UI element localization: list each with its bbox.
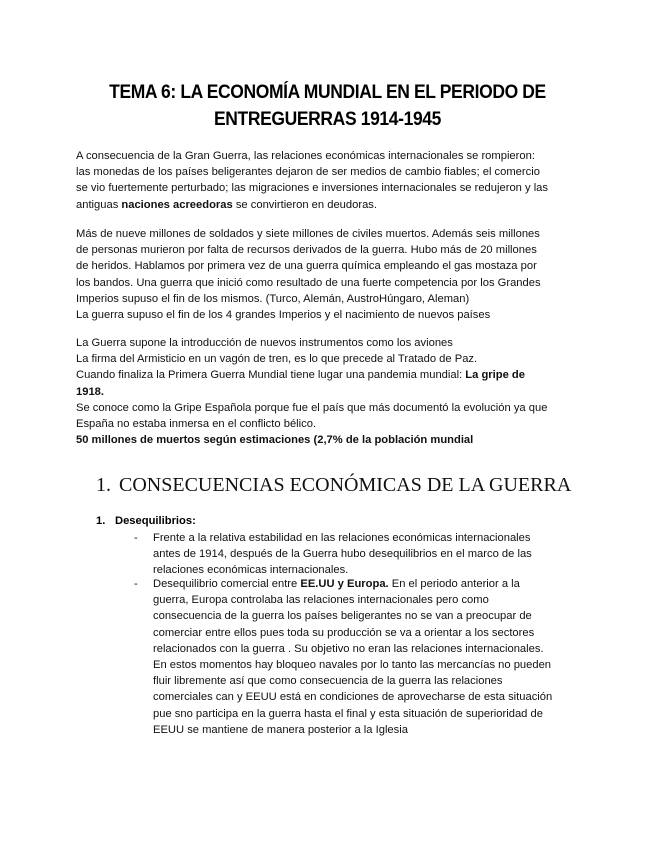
text-line: los bandos. Una guerra que inició como resultado de una fuerte competencia por los Grandes — [76, 276, 541, 289]
text-line: Imperios supuso el fin de los mismos. (Turco, Alemán, AustroHúngaro, Aleman) — [76, 292, 470, 305]
bold-term: EE.UU y Europa. — [300, 578, 389, 590]
text-run: antiguas — [76, 198, 122, 211]
text-line: Se conoce como la Gripe Española porque fue el país que más documentó la evolución ya que — [76, 401, 548, 414]
text-run: se convirtieron en deudoras. — [232, 198, 377, 211]
text-line: EEUU se mantiene de manera posterior a la Iglesia — [153, 723, 408, 736]
title-line-2: ENTREGUERRAS 1914-1945 — [213, 109, 442, 130]
text-line: relacionados con la guerra . Su objetivo no eran las relaciones internacionales. — [153, 642, 544, 655]
text-line — [76, 384, 581, 400]
text-run: Cuando finaliza la Primera Guerra Mundial tiene lugar una pandemia mundial: — [76, 369, 466, 382]
text-run: En el periodo anterior a la — [388, 578, 520, 590]
text-line: de heridos. Hablamos por primera vez de una guerra química empleando el gas mostaza por — [76, 260, 537, 273]
text-line: En estos momentos hay bloqueo navales por lo tanto las mercancías no pueden — [153, 659, 552, 672]
text-run: Desequilibrio comercial entre — [153, 578, 301, 590]
text-line: guerra, Europa controlaba las relaciones internacionales pero como — [153, 594, 489, 607]
text-line: antes de 1914, después de la Guerra hubo desequilibrios en el marco de las — [153, 548, 532, 561]
page-title — [81, 79, 573, 133]
notes-paragraph — [76, 335, 581, 448]
text-line: La firma del Armisticio en un vagón de tren, es lo que precede al Tratado de Paz. — [76, 353, 478, 366]
text-line: se vio fuertemente perturbado; las migraciones e inversiones internacionales se redujeron y las — [76, 182, 548, 195]
text-line: comerciales can y EEUU está en condiciones de aprovecharse de esta situación — [153, 691, 553, 704]
text-line — [153, 576, 578, 592]
bullet-text — [153, 530, 578, 579]
deaths-paragraph — [76, 226, 581, 323]
text-line: consecuencia de la guerra los países beligerantes no se van a preocupar de — [153, 610, 532, 623]
text-line: de personas murieron por falta de recursos derivados de la guerra. Hubo más de 20 millones — [76, 244, 537, 257]
bullet-dash: - — [134, 532, 138, 544]
text-line: las monedas de los países beligerantes dejaron de ser medios de cambio fiables; el comercio — [76, 166, 540, 179]
text-line: A consecuencia de la Gran Guerra, las relaciones económicas internacionales se rompieron: — [76, 150, 535, 162]
subsection-heading — [96, 514, 196, 529]
intro-paragraph — [76, 148, 581, 213]
subsection-number: 1. — [96, 515, 106, 527]
text-line: La guerra supuso el fin de los 4 grandes Imperios y el nacimiento de nuevos países — [76, 309, 491, 322]
section-number: 1. — [96, 474, 111, 496]
bold-term: La gripe de — [465, 369, 525, 382]
bold-term: 50 millones de muertos según estimaciones (2,7% de la población mundial — [76, 434, 474, 447]
text-line: La Guerra supone la introducción de nuevos instrumentos como los aviones — [76, 337, 453, 349]
bullet-item — [134, 530, 574, 580]
title-line-1: TEMA 6: LA ECONOMÍA MUNDIAL EN EL PERIODO DE — [109, 82, 546, 103]
text-line: España no estaba inmersa en el conflicto bélico. — [76, 418, 317, 431]
text-line: comerciar entre ellos pues toda su producción se va a orientar a los sectores — [153, 626, 535, 639]
text-line: Más de nueve millones de soldados y siete millones de civiles muertos. Además seis millones — [76, 228, 540, 240]
text-line: relaciones económicas internacionales. — [153, 564, 349, 577]
bullet-text — [153, 576, 578, 738]
text-line: fluir libremente así que como consecuencia de la guerra las relaciones — [153, 675, 503, 688]
text-line — [76, 432, 581, 448]
text-line — [76, 367, 581, 383]
section-heading — [96, 472, 571, 498]
bold-term: 1918. — [76, 385, 104, 398]
text-line — [76, 197, 581, 213]
section-title: CONSECUENCIAS ECONÓMICAS DE LA GUERRA — [119, 474, 572, 496]
bullet-item — [134, 576, 574, 741]
subsection-title: Desequilibrios: — [115, 515, 196, 527]
bold-term: naciones acreedoras — [121, 198, 233, 211]
text-line: pue sno participa en la guerra hasta el final y esta situación de superioridad de — [153, 707, 543, 720]
bullet-dash: - — [134, 578, 138, 590]
text-line: Frente a la relativa estabilidad en las relaciones económicas internacionales — [153, 532, 531, 544]
